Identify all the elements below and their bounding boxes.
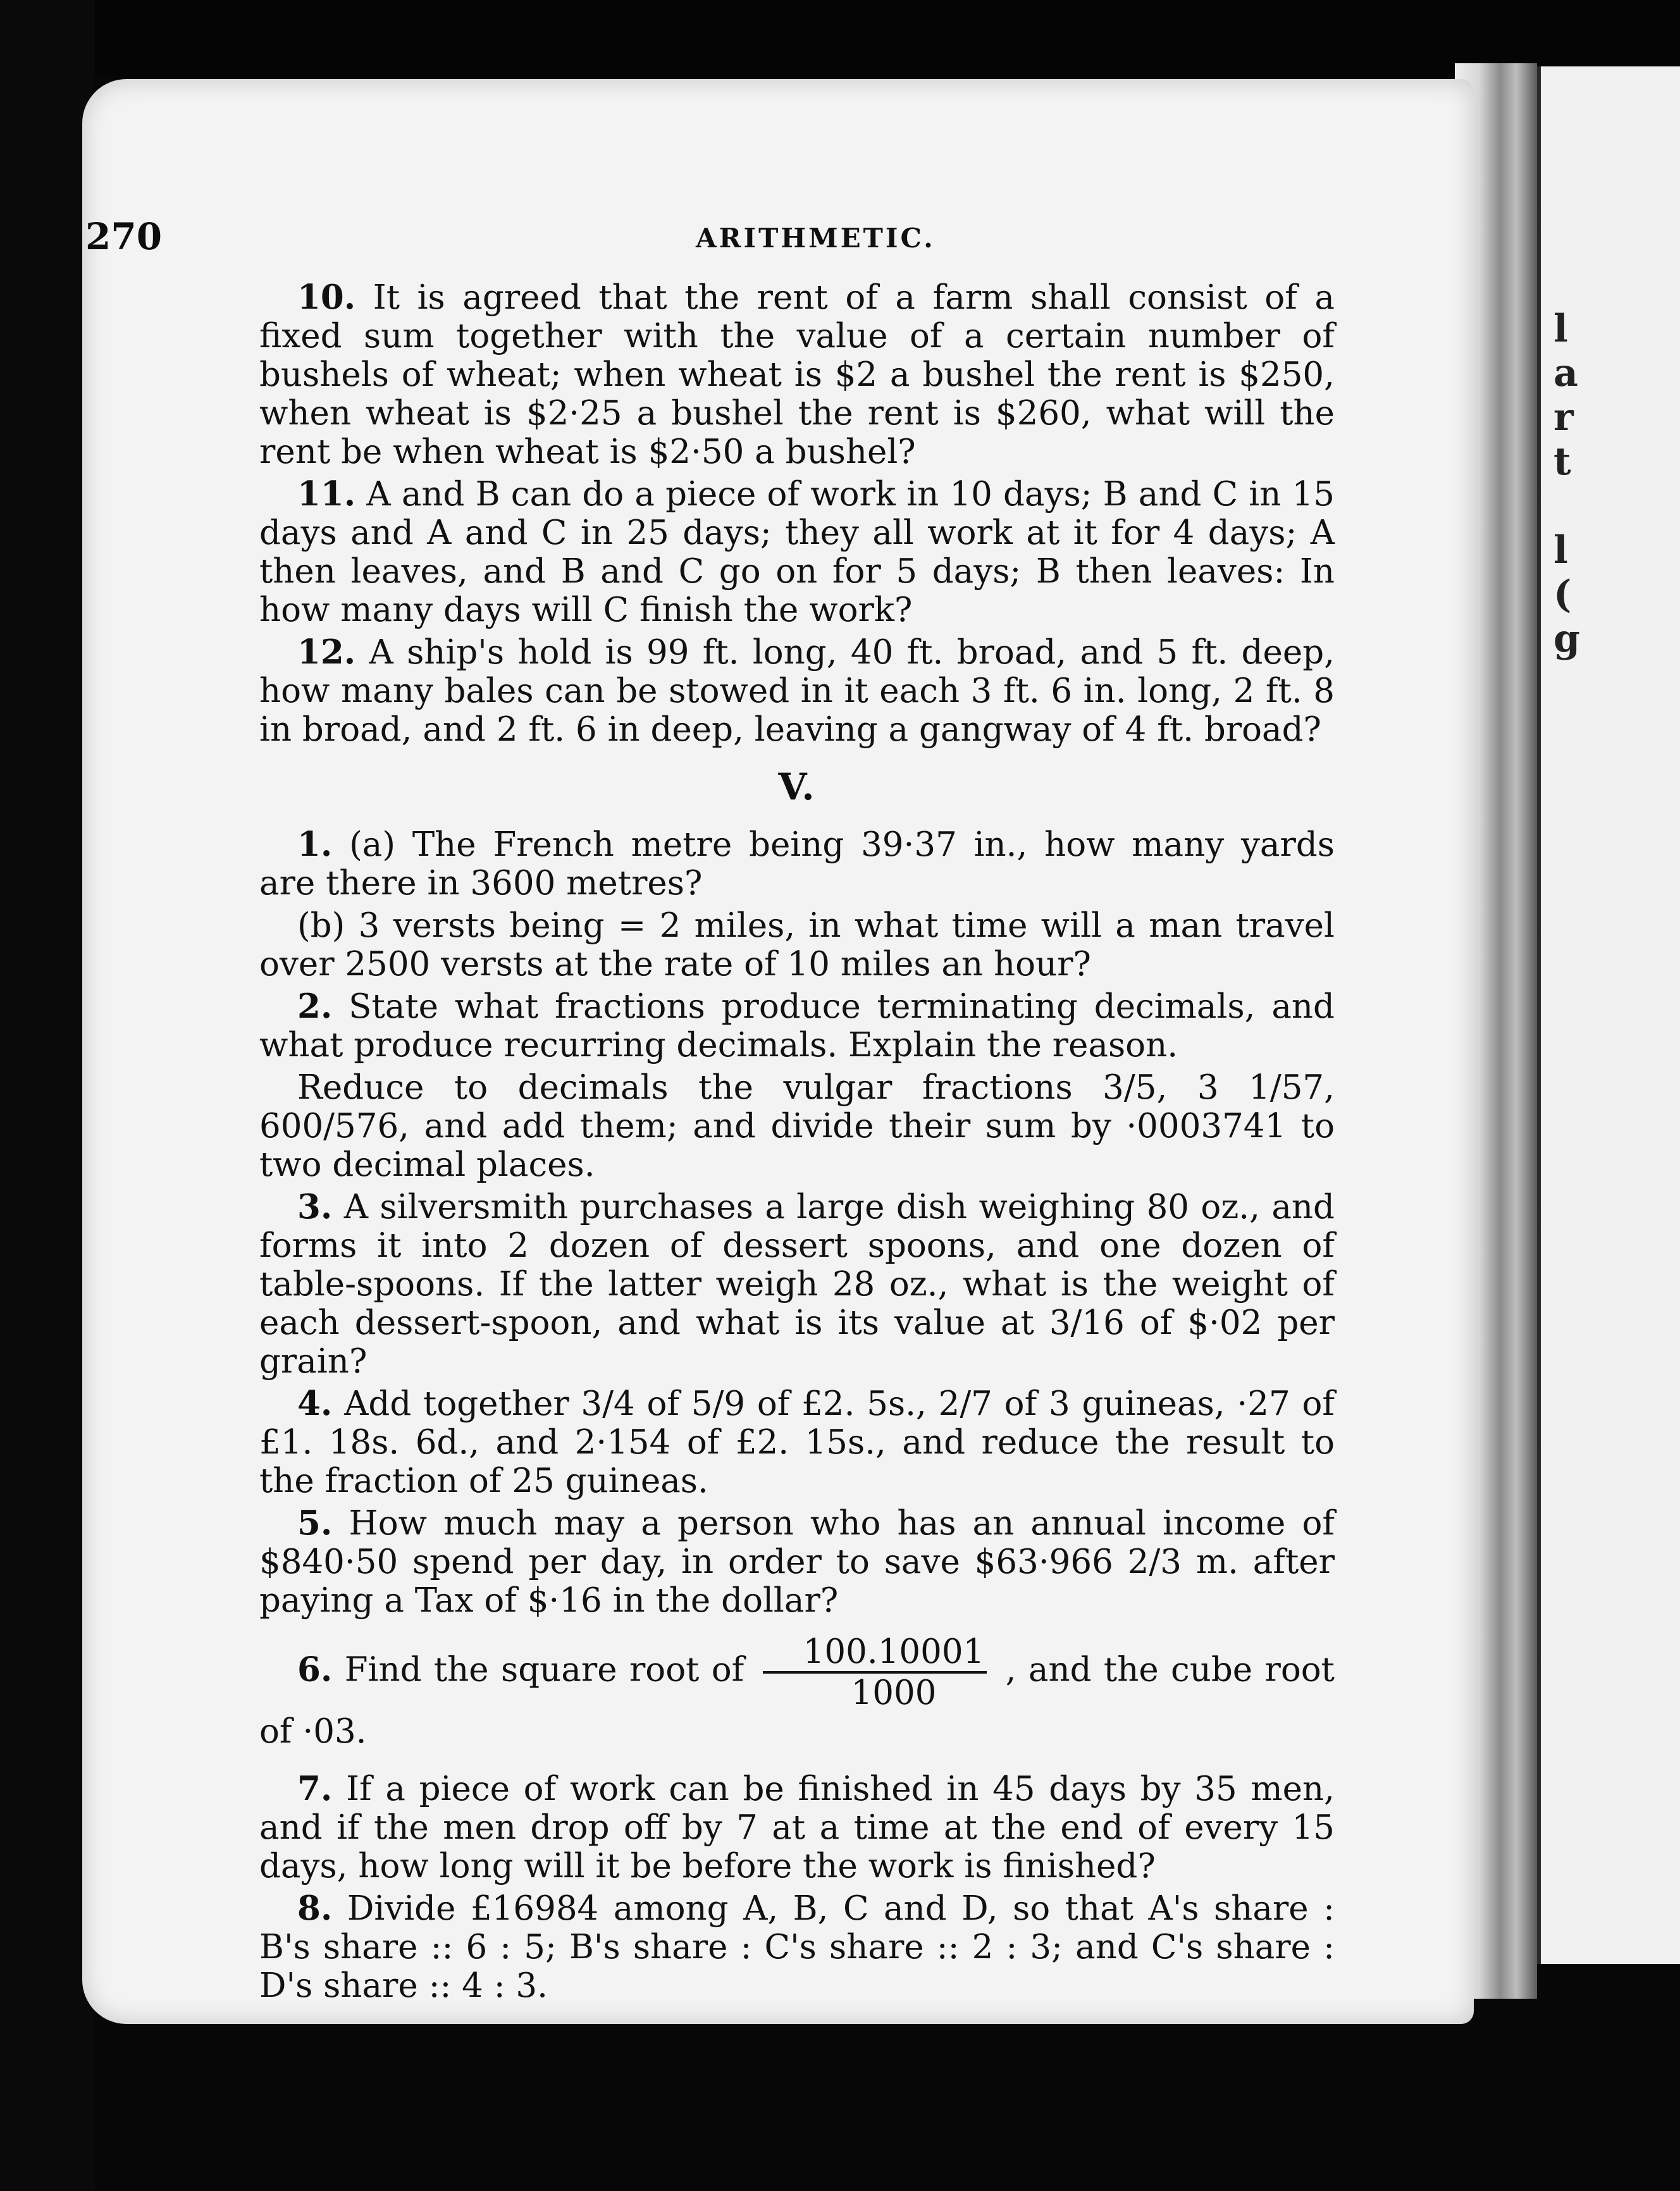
section-heading: V. [778,765,816,808]
problem-text: Add together 3/4 of 5/9 of £2. 5s., 2/7 of 3 guineas, ·27 of £1. 18s. 6d., and 2·154 of £2. 15s., and reduce the result to the fraction of 25 guineas. [259,1385,1335,1500]
problem-text: If a piece of work can be finished in 45 days by 35 men, and if the men drop off by 7 at a time at the end of every 15 days, how long will it be before the work is finished? [259,1770,1335,1885]
problem-number: 12. [297,633,356,672]
facing-page-fragment: a [1553,351,1578,395]
problem-number: 8. [297,1889,333,1928]
problem-number: 5. [297,1503,333,1543]
problem-2 [259,987,1335,1065]
film-border-left [0,0,95,2191]
problem-number: 11. [297,474,356,514]
problem-number: 3. [297,1187,333,1226]
facing-page-fragment: g [1553,617,1580,661]
problem-text: It is agreed that the rent of a farm shall consist of a fixed sum together with the value of a certain number of bushels of wheat; when wheat is $2 a bushel the rent is $250, when wheat is $2·25 a bushel the rent is $260, what will the rent be when wheat is $2·50 a bushel? [259,278,1335,471]
problem-12 [259,633,1335,749]
problem-6 [259,1632,1335,1751]
problem-1a [259,825,1335,903]
facing-page [1537,66,1680,1964]
facing-page-fragment: t [1553,440,1571,484]
facing-page-fragment: r [1553,395,1574,440]
problem-text: (a) The French metre being 39·37 in., how many yards are there in 3600 metres? [259,825,1335,903]
problem-text: How much may a person who has an annual income of $840·50 spend per day, in order to save $63·966 2/3 m. after paying a Tax of $·16 in the dollar? [259,1504,1335,1620]
fraction-denominator: 1000 [851,1674,937,1712]
problem-number: 2. [297,987,333,1026]
problem-3 [259,1188,1335,1381]
problem-text: , and the cube root of ·03. [259,1650,1335,1751]
problem-number: 4. [297,1384,333,1423]
problem-text: Divide £16984 among A, B, C and D, so that A's share : B's share :: 6 : 5; B's share : C's share :: 2 : 3; and C's share : D's share :: 4 : 3. [259,1889,1335,2005]
problem-10 [259,278,1335,471]
facing-page-fragment: l [1553,528,1568,572]
problem-number: 6. [297,1650,333,1689]
film-border-top [0,0,1680,76]
running-title: ARITHMETIC. [696,223,936,254]
facing-page-fragment: ( [1553,572,1572,617]
problem-number: 7. [297,1769,333,1808]
problem-11 [259,475,1335,629]
page-number: 270 [85,215,163,258]
problem-text: A silversmith purchases a large dish weighing 80 oz., and forms it into 2 dozen of dessert spoons, and one dozen of table-spoons. If the latter weigh 28 oz., what is the weight of each dessert-spoon, and what is its value at 3/16 of $·02 per grain? [259,1188,1335,1381]
problem-2b [259,1068,1335,1184]
problem-text: A and B can do a piece of work in 10 days; B and C in 15 days and A and C in 25 days; they all work at it for 4 days; A then leaves, and B and C go on for 5 days; B then leaves: In how many days will C finish the work? [259,475,1335,629]
problem-8 [259,1889,1335,2005]
problem-text: A ship's hold is 99 ft. long, 40 ft. broad, and 5 ft. deep, how many bales can be stowed in it each 3 ft. 6 in. long, 2 ft. 8 in broad, and 2 ft. 6 in deep, leaving a gangway of 4 ft. broad? [259,633,1335,749]
fraction [763,1632,987,1712]
problem-text: State what fractions produce terminating decimals, and what produce recurring decimals. Explain the reason. [259,987,1335,1065]
problem-number: 10. [297,278,356,317]
problem-4 [259,1385,1335,1500]
facing-page-fragment: l [1553,307,1568,351]
problem-7 [259,1770,1335,1885]
page-body [259,278,1335,2009]
fraction-numerator: 100.10001 [763,1632,987,1674]
problem-number: 1. [297,825,333,864]
problem-text: (b) 3 versts being = 2 miles, in what time will a man travel over 2500 versts at the rate of 10 miles an hour? [259,906,1335,984]
problem-5 [259,1504,1335,1620]
problem-text: Reduce to decimals the vulgar fractions 3/5, 3 1/57, 600/576, and add them; and divide their sum by ·0003741 to two decimal places. [259,1068,1335,1184]
problem-1b [259,906,1335,984]
problem-text: Find the square root of [344,1650,744,1689]
